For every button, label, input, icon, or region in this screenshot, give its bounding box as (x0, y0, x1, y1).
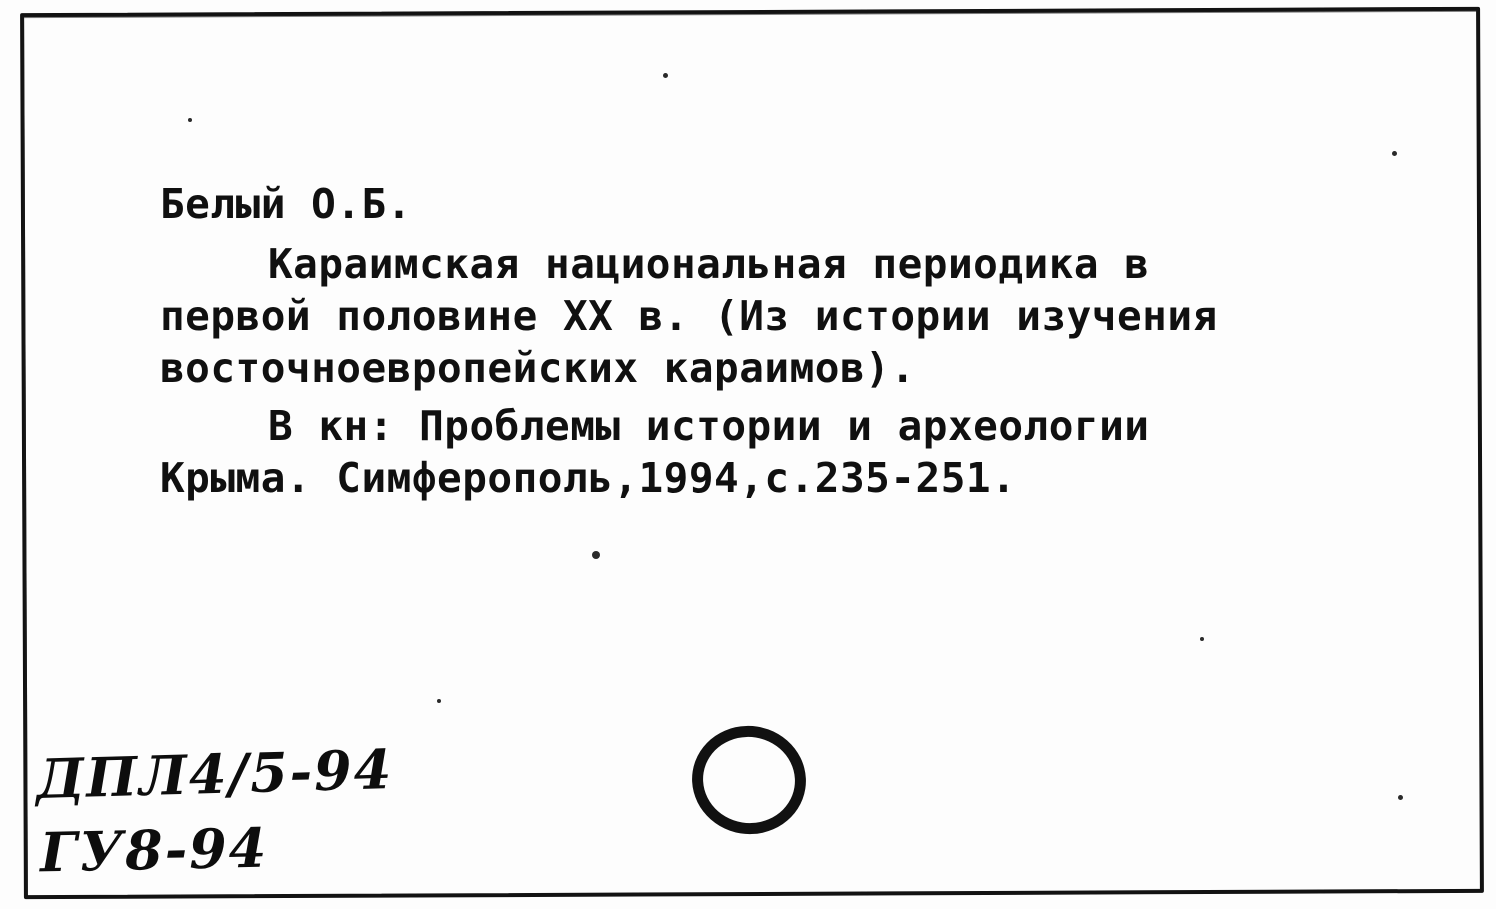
scan-speck (592, 551, 600, 559)
shelf-mark-2: ГУ8-94 (39, 815, 269, 885)
title-line-2: первой половине XX в. (Из истории изучения (160, 292, 1218, 340)
scan-speck (1200, 637, 1204, 641)
source-block (160, 400, 1450, 504)
title-line-3: восточноевропейских караимов). (160, 344, 916, 392)
title-block (160, 238, 1450, 394)
scan-speck (663, 73, 668, 78)
author-line: Белый О.Б. (160, 180, 412, 228)
scan-speck (188, 118, 192, 122)
record-text-block (160, 178, 1450, 504)
scan-speck (1392, 151, 1397, 156)
shelf-mark-1: ДПЛ4/5-94 (35, 737, 395, 811)
source-line-1: В кн: Проблемы истории и археологии (268, 402, 1150, 450)
scan-speck (437, 699, 441, 703)
title-line-1: Караимская национальная периодика в (268, 240, 1150, 288)
source-line-2: Крыма. Симферополь,1994,с.235-251. (160, 454, 1017, 502)
scan-speck (1398, 795, 1403, 800)
